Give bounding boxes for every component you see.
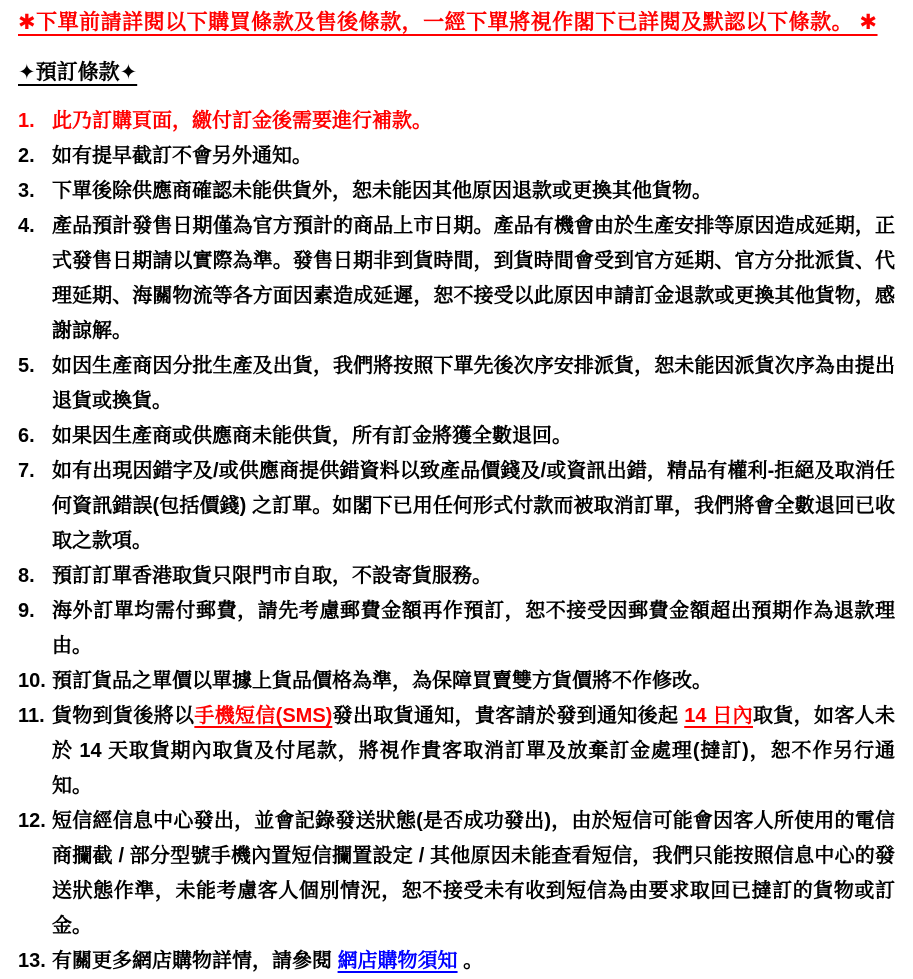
term-number: 8. xyxy=(18,565,35,587)
term-item xyxy=(18,594,895,664)
terms-list xyxy=(18,104,895,979)
store-shopping-notice-link[interactable]: 網店購物須知 xyxy=(337,950,458,972)
term-item xyxy=(18,454,895,559)
term-text-segment: 預訂貨品之單價以單據上貨品價格為準，為保障買賣雙方貨價將不作修改。 xyxy=(52,670,712,692)
term-text-segment: 如因生產商因分批生產及出貨，我們將按照下單先後次序安排派貨，恕未能因派貨次序為由提出退貨或換貨。 xyxy=(52,355,895,412)
term-text xyxy=(52,460,895,552)
term-text-segment: 發出取貨通知，貴客請於發到通知後起 xyxy=(332,705,685,727)
notice-header: ✱下單前請詳閱以下購買條款及售後條款，一經下單將視作閣下已詳閱及默認以下條款。 ✱ xyxy=(18,11,878,34)
term-text xyxy=(52,145,312,167)
term-text xyxy=(52,215,895,342)
term-item xyxy=(18,944,895,979)
term-text xyxy=(52,355,895,412)
section-title: ✦預訂條款✦ xyxy=(18,61,138,84)
term-text-segment: 如有提早截訂不會另外通知。 xyxy=(52,145,312,167)
term-text-segment: 取貨，如客人未於 14 天取貨期內取貨及付尾款，將視作貴客取消訂單及放棄訂金處理(撻訂)，恕不作另行通知。 xyxy=(52,705,896,797)
term-text-segment: 貨物到貨後將以 xyxy=(52,705,195,727)
term-text xyxy=(52,950,483,972)
term-item xyxy=(18,664,895,699)
term-item xyxy=(18,349,895,419)
term-number: 12. xyxy=(18,810,46,832)
term-text xyxy=(52,705,895,797)
term-number: 11. xyxy=(18,705,45,727)
term-text xyxy=(52,600,895,657)
term-item xyxy=(18,559,895,594)
term-item xyxy=(18,419,895,454)
term-text xyxy=(52,425,572,447)
term-number: 3. xyxy=(18,180,35,202)
term-number: 7. xyxy=(18,460,35,482)
term-text-segment: 預訂訂單香港取貨只限門市自取，不設寄貨服務。 xyxy=(52,565,492,587)
term-number: 13. xyxy=(18,950,46,972)
term-text-segment: 如果因生產商或供應商未能供貨，所有訂金將獲全數退回。 xyxy=(52,425,572,447)
term-text xyxy=(52,810,895,937)
term-text-segment: 短信經信息中心發出，並會記錄發送狀態(是否成功發出)，由於短信可能會因客人所使用的電信商攔截 / 部分型號手機內置短信攔置設定 / 其他原因未能查看短信，我們只能按照信息中心的發送狀態作準，未能考慮客人個別情況，恕不接受未有收到短信為由要求取回已撻訂的貨物或訂金。 xyxy=(52,810,895,937)
term-number: 4. xyxy=(18,215,35,237)
sms-notice-link[interactable]: 手機短信(SMS) xyxy=(194,705,333,727)
pickup-deadline-link[interactable]: 14 日內 xyxy=(684,705,754,727)
term-item xyxy=(18,804,895,944)
term-text-segment: 產品預計發售日期僅為官方預計的商品上市日期。產品有機會由於生產安排等原因造成延期，正式發售日期請以實際為準。發售日期非到貨時間，到貨時間會受到官方延期、官方分批派貨、代理延期、海關物流等各方面因素造成延遲，恕不接受以此原因申請訂金退款或更換其他貨物，感謝諒解。 xyxy=(52,215,895,342)
term-text xyxy=(52,180,712,202)
term-item xyxy=(18,139,895,174)
term-number: 6. xyxy=(18,425,35,447)
term-text xyxy=(52,565,492,587)
term-text-segment: 此乃訂購頁面，繳付訂金後需要進行補款。 xyxy=(52,110,432,132)
term-text-segment: 。 xyxy=(457,950,484,972)
term-number: 5. xyxy=(18,355,35,377)
term-item xyxy=(18,699,895,804)
term-text xyxy=(52,670,712,692)
term-item xyxy=(18,209,895,349)
term-item xyxy=(18,104,895,139)
term-number: 1. xyxy=(18,110,35,132)
term-number: 9. xyxy=(18,600,35,622)
term-item xyxy=(18,174,895,209)
term-text-segment: 有關更多網店購物詳情，請參閱 xyxy=(52,950,338,972)
term-text-segment: 如有出現因錯字及/或供應商提供錯資料以致產品價錢及/或資訊出錯，精品有權利-拒絕及取消任何資訊錯誤(包括價錢) 之訂單。如閣下已用任何形式付款而被取消訂單，我們將會全數退回已收取之款項。 xyxy=(52,460,895,552)
term-number: 10. xyxy=(18,670,46,692)
term-number: 2. xyxy=(18,145,35,167)
term-text-segment: 海外訂單均需付郵費，請先考慮郵費金額再作預訂，恕不接受因郵費金額超出預期作為退款理由。 xyxy=(52,600,895,657)
term-text-segment: 下單後除供應商確認未能供貨外，恕未能因其他原因退款或更換其他貨物。 xyxy=(52,180,712,202)
term-text xyxy=(52,110,432,132)
